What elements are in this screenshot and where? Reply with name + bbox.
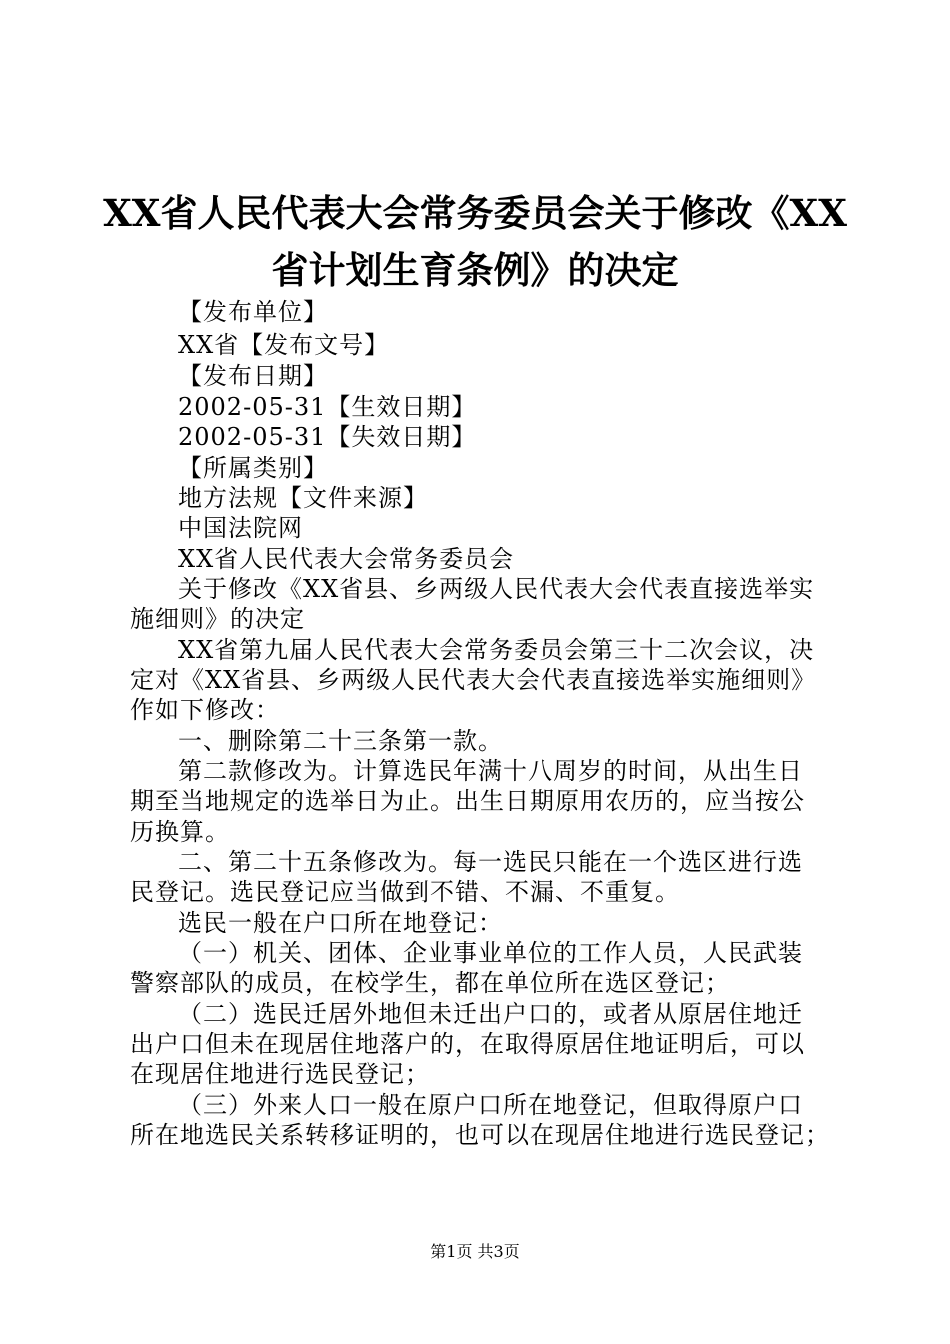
meta-publisher-label: 【发布单位】 bbox=[178, 298, 328, 326]
document-title-line-1: XX省人民代表大会常务委员会关于修改《XX bbox=[103, 191, 847, 235]
body-line: 作如下修改： bbox=[130, 696, 280, 724]
document-title-line-2: 省计划生育条例》的决定 bbox=[271, 248, 679, 292]
meta-effective-date: 2002-05-31【生效日期】 bbox=[178, 393, 477, 421]
meta-category-source: 地方法规【文件来源】 bbox=[178, 484, 428, 512]
body-line: 民登记。选民登记应当做到不错、不漏、不重复。 bbox=[130, 878, 680, 906]
meta-category-label: 【所属类别】 bbox=[178, 454, 328, 482]
body-line: 选民一般在户口所在地登记： bbox=[178, 909, 503, 937]
body-line: （三）外来人口一般在原户口所在地登记，但取得原户口 bbox=[178, 1091, 803, 1119]
body-line: 在现居住地进行选民登记； bbox=[130, 1060, 430, 1088]
body-line: 出户口但未在现居住地落户的，在取得原居住地证明后，可以 bbox=[130, 1030, 805, 1058]
body-line: 定对《XX省县、乡两级人民代表大会代表直接选举实施细则》 bbox=[130, 666, 817, 694]
body-line: （二）选民迁居外地但未迁出户口的，或者从原居住地迁 bbox=[178, 1000, 803, 1028]
meta-source: 中国法院网 bbox=[178, 514, 303, 542]
body-line: 关于修改《XX省县、乡两级人民代表大会代表直接选举实 bbox=[178, 575, 815, 603]
body-line: 期至当地规定的选举日为止。出生日期原用农历的，应当按公 bbox=[130, 787, 805, 815]
meta-publish-date-label: 【发布日期】 bbox=[178, 362, 328, 390]
body-line: 第二款修改为。计算选民年满十八周岁的时间，从出生日 bbox=[178, 757, 803, 785]
body-line: 施细则》的决定 bbox=[130, 605, 305, 633]
meta-expiry-date: 2002-05-31【失效日期】 bbox=[178, 423, 477, 451]
body-line: 警察部队的成员，在校学生，都在单位所在选区登记； bbox=[130, 969, 730, 997]
body-issuer: XX省人民代表大会常务委员会 bbox=[178, 545, 515, 573]
body-line: 二、第二十五条修改为。每一选民只能在一个选区进行选 bbox=[178, 848, 803, 876]
body-line: 历换算。 bbox=[130, 818, 230, 846]
body-line: （一）机关、团体、企业事业单位的工作人员，人民武装 bbox=[178, 939, 803, 967]
body-line: 一、删除第二十三条第一款。 bbox=[178, 727, 503, 755]
body-line: 所在地选民关系转移证明的，也可以在现居住地进行选民登记； bbox=[130, 1121, 830, 1149]
meta-doc-number: XX省【发布文号】 bbox=[178, 331, 390, 359]
page-number-footer: 第1页 共3页 bbox=[430, 1242, 520, 1261]
body-line: XX省第九届人民代表大会常务委员会第三十二次会议，决 bbox=[178, 636, 815, 664]
